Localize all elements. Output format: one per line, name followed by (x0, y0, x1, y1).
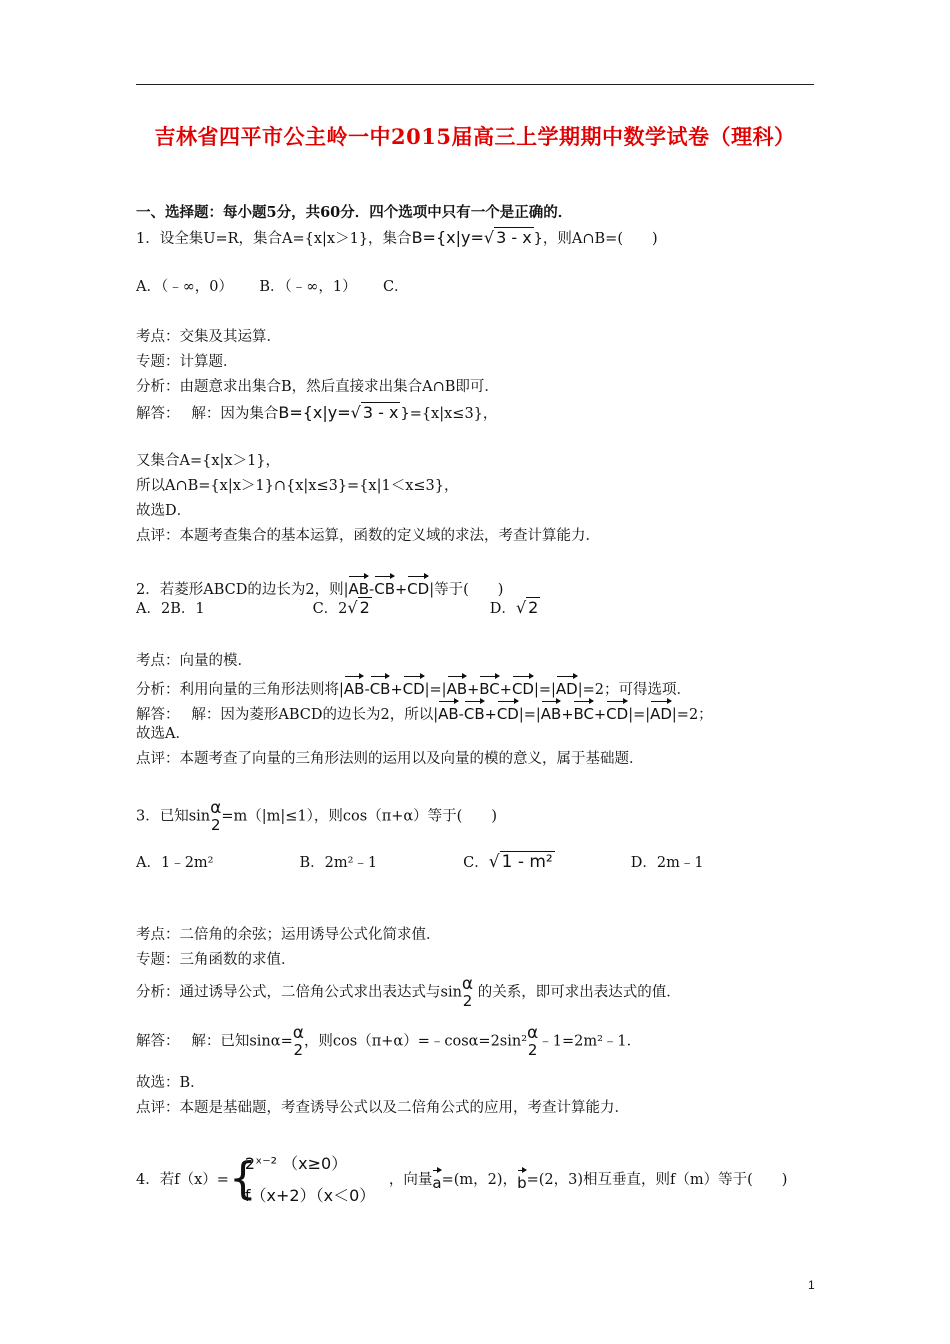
q2-jieda-end: |=2； (671, 707, 713, 723)
q2-option-d: D． (489, 601, 516, 617)
frac-numerator: α (461, 974, 474, 994)
minus-sign: - (364, 682, 370, 698)
frac-numerator: α (210, 798, 222, 818)
frac-numerator: α (292, 1023, 304, 1043)
q3-options (136, 852, 704, 873)
q2-fenxi-end: |=2；可得选项． (577, 682, 691, 698)
q3-zhuanti: 专题：三角函数的求值． (136, 952, 296, 968)
vector-cd: CD (512, 674, 534, 699)
q1-fenxi: 分析：由题意求出集合B，然后直接求出集合A∩B即可． (136, 379, 499, 395)
q3-line-1: 故选：B． (136, 1075, 205, 1091)
q3-stem (136, 799, 497, 834)
q1-jieda (136, 403, 497, 424)
q3-option-c: C． (463, 855, 489, 871)
q3-option-b: B．2m²﹣1 (299, 855, 378, 871)
q2-kaodian: 考点：向量的模． (136, 653, 252, 669)
q2-stem-text: 2．若菱形ABCD的边长为2，则| (136, 582, 349, 598)
vector-cd: CD (497, 699, 519, 724)
q1-jieda-end: ={x|x≤3}， (409, 406, 498, 422)
q1-jieda-text: 解答： 解：因为集合 (136, 406, 279, 422)
q2-line-1: 故选A． (136, 726, 190, 742)
alpha-over-2 (527, 1024, 538, 1059)
q2-option-d-radicand: 2 (528, 598, 539, 617)
plus-sign: + (467, 682, 480, 698)
vector-ab: AB (344, 674, 365, 699)
q3-jieda-text: 解答： 解：已知sinα= (136, 1033, 293, 1050)
vector-cd: CD (606, 699, 628, 724)
q1-stem (136, 228, 658, 249)
vector-cb: CB (374, 574, 395, 599)
plus-sign: + (390, 682, 403, 698)
q4-stem-end: =(2，3)相互垂直，则f（m）等于( ) (526, 1172, 788, 1188)
q1-options: A．（﹣∞，0） B．（﹣∞，1） C． (136, 279, 409, 295)
q3-option-c-sqrt: √ 1 - m² (488, 852, 553, 872)
q1-jieda-radicand: 3 - x (362, 403, 399, 422)
q2-option-c-radicand: 2 (359, 598, 370, 617)
vector-ab: AB (447, 674, 468, 699)
q3-jieda (136, 1024, 641, 1059)
q3-dianping: 点评：本题是基础题，考查诱导公式以及二倍角公式的应用，考查计算能力． (136, 1100, 629, 1116)
document-title: 吉林省四平市公主岭一中2015届高三上学期期中数学试卷（理科） (154, 124, 796, 149)
alpha-over-2 (462, 975, 473, 1010)
q1-kaodian: 考点：交集及其运算． (136, 329, 281, 345)
vector-ab: AB (438, 699, 459, 724)
section-heading: 一、选择题：每小题5分，共60分．四个选项中只有一个是正确的． (136, 204, 573, 221)
plus-sign: + (561, 707, 574, 723)
frac-denominator: 2 (527, 1041, 538, 1059)
minus-sign: - (458, 707, 464, 723)
piecewise-function (229, 1150, 389, 1210)
frac-numerator: α (527, 1023, 539, 1043)
q3-fenxi-end: 的关系，即可求出表达式的值． (477, 984, 681, 1001)
q3-option-d: D．2m﹣1 (630, 855, 704, 871)
q1-radicand: 3 - x (496, 228, 532, 247)
q1-line-1: 又集合A={x|x＞1}， (136, 453, 281, 469)
abs-equal: |=| (424, 682, 447, 698)
vector-cd: CD (403, 674, 425, 699)
plus-sign: + (484, 707, 497, 723)
vector-ab: AB (348, 574, 369, 599)
q1-jieda-set: B={x|y= (278, 403, 351, 422)
q1-line-2: 所以A∩B={x|x＞1}∩{x|x≤3}={x|1＜x≤3}， (136, 478, 459, 494)
piecewise-case-1: 2ˣ⁻² （x≥0） (244, 1154, 348, 1173)
q1-dianping: 点评：本题考查集合的基本运算，函数的定义域的求法，考查计算能力． (136, 528, 600, 544)
q1-zhuanti: 专题：计算题． (136, 354, 238, 370)
plus-sign: + (499, 682, 512, 698)
vector-bc: BC (573, 699, 594, 724)
q3-jieda-mid: ，则cos（π+α）=﹣cosα=2sin² (303, 1033, 528, 1050)
alpha-over-2 (210, 799, 221, 834)
q1-close: } (533, 231, 543, 247)
piecewise-case-2: f（x+2）（x＜0） (244, 1186, 376, 1205)
vector-cd: CD (407, 574, 429, 599)
frac-denominator: 2 (293, 1041, 304, 1059)
abs-equal: |=| (518, 707, 541, 723)
brace-symbol: { (228, 1153, 257, 1204)
q1-jieda-sqrt: √ 3 - x (350, 403, 399, 422)
q4-stem (136, 1150, 787, 1214)
q1-line-3: 故选D． (136, 503, 192, 519)
minus-sign: - (369, 582, 375, 598)
frac-denominator: 2 (210, 816, 221, 834)
vector-bc: BC (479, 674, 500, 699)
plus-sign: + (395, 582, 408, 598)
q4-stem-text: 4．若f（x）= (136, 1172, 229, 1188)
q2-fenxi (136, 674, 691, 700)
q2-dianping: 点评：本题考查了向量的三角形法则的运用以及向量的模的意义，属于基础题． (136, 751, 644, 767)
q1-stem-end: ，则A∩B=( ) (542, 231, 658, 247)
q3-kaodian: 考点：二倍角的余弦；运用诱导公式化简求值． (136, 927, 441, 943)
q1-sqrt: √ 3 - x (483, 228, 532, 247)
q2-option-c: C．2 (312, 601, 348, 617)
vector-a: a (432, 1168, 441, 1193)
q2-option-d-sqrt: √ 2 (515, 598, 539, 617)
vector-cb: CB (370, 674, 391, 699)
q2-fenxi-text: 分析：利用向量的三角形法则将| (136, 682, 344, 698)
vector-ab: AB (541, 699, 562, 724)
q3-option-a: A．1﹣2m² (136, 855, 214, 871)
alpha-over-2 (293, 1024, 304, 1059)
vector-b: b (517, 1168, 527, 1193)
abs-equal: |=| (628, 707, 651, 723)
q4-stem-mid2: =(m，2)， (441, 1172, 518, 1188)
plus-sign: + (594, 707, 607, 723)
q1-jieda-close: } (400, 406, 410, 422)
q4-stem-mid: ，向量 (388, 1172, 433, 1188)
q1-stem-text: 1．设全集U=R，集合A={x|x＞1}，集合 (136, 231, 412, 247)
q3-stem-end: =m（|m|≤1），则cos（π+α）等于( ) (221, 808, 497, 825)
q3-option-c-radicand: 1 - m² (501, 852, 553, 872)
vector-cb: CB (464, 699, 485, 724)
q2-stem (136, 574, 503, 600)
page-number: 1 (808, 1278, 815, 1292)
q3-jieda-end: ﹣1=2m²﹣1． (538, 1033, 642, 1050)
frac-denominator: 2 (462, 992, 473, 1010)
q2-jieda (136, 699, 713, 725)
q1-set-b: B={x|y= (411, 228, 484, 247)
q2-jieda-text: 解答： 解：因为菱形ABCD的边长为2，所以| (136, 707, 439, 723)
q2-option-c-sqrt: √ 2 (347, 598, 370, 617)
header-rule (136, 84, 814, 85)
vector-ad: AD (556, 674, 578, 699)
q3-fenxi (136, 975, 681, 1010)
q2-option-ab: A．2B．1 (136, 601, 205, 617)
q2-stem-end: |等于( ) (429, 582, 504, 598)
q3-fenxi-text: 分析：通过诱导公式，二倍角公式求出表达式与sin (136, 984, 462, 1001)
abs-equal: |=| (533, 682, 556, 698)
q2-options (136, 598, 540, 619)
q3-stem-text: 3．已知sin (136, 808, 211, 825)
vector-ad: AD (650, 699, 672, 724)
